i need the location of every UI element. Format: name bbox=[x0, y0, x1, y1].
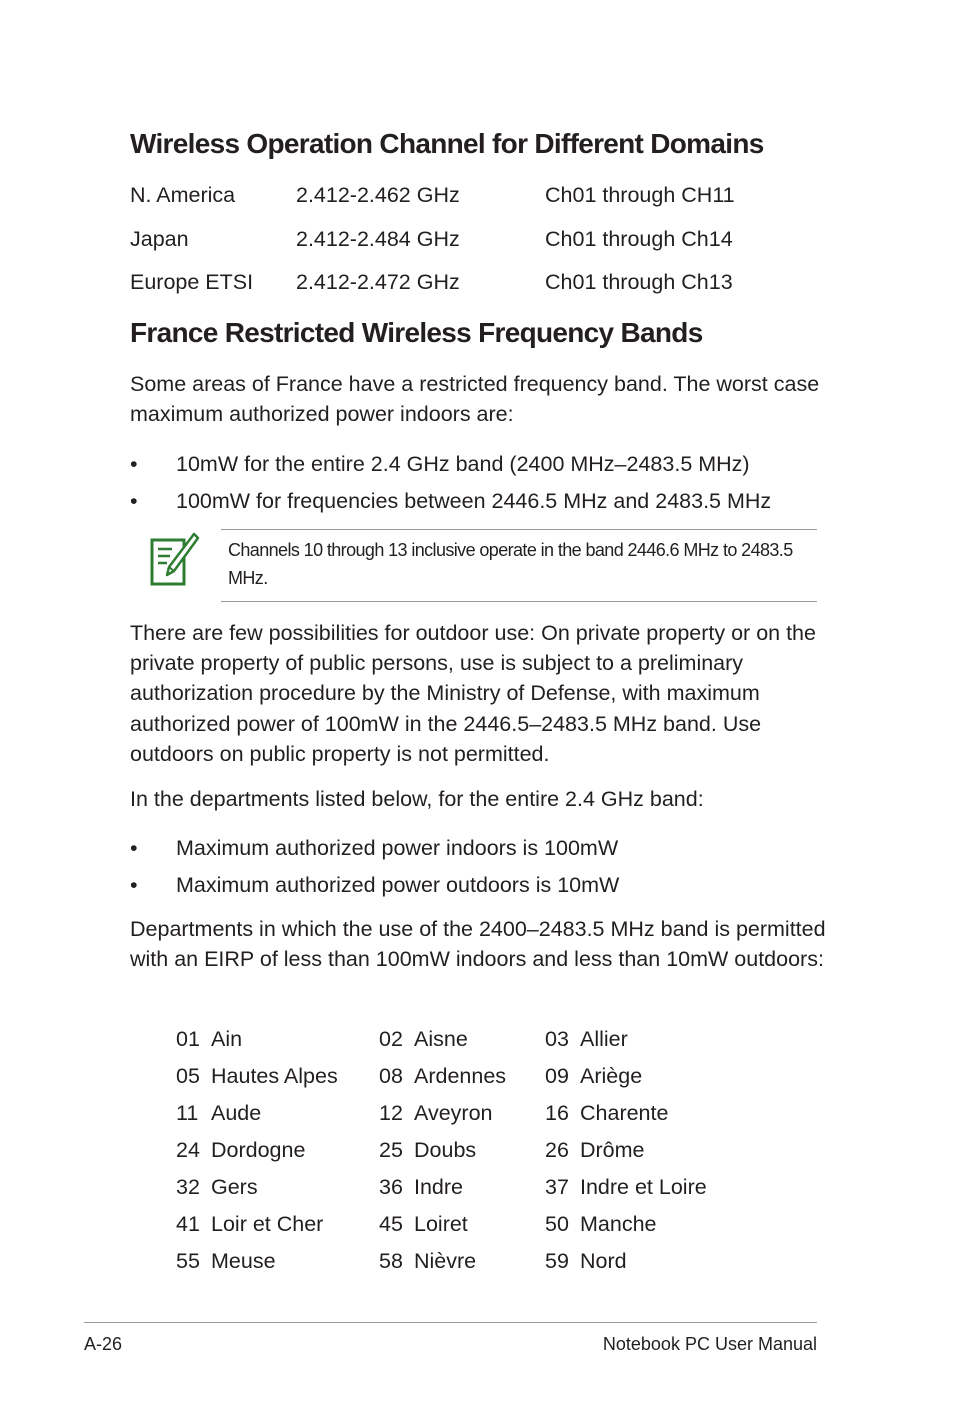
department-name: Loiret bbox=[414, 1212, 468, 1236]
channels-cell: Ch01 through CH11 bbox=[545, 183, 735, 207]
department-number: 36 bbox=[379, 1175, 403, 1199]
department-name: Gers bbox=[211, 1175, 258, 1199]
note-top-rule bbox=[221, 529, 817, 530]
department-number: 09 bbox=[545, 1064, 569, 1088]
department-number: 55 bbox=[176, 1249, 200, 1273]
bullet-marker: • bbox=[130, 489, 138, 513]
domain-cell: Europe ETSI bbox=[130, 270, 254, 294]
department-number: 12 bbox=[379, 1101, 403, 1125]
department-name: Drôme bbox=[580, 1138, 645, 1162]
department-number: 16 bbox=[545, 1101, 569, 1125]
note-pencil-icon bbox=[148, 531, 200, 587]
department-name: Ardennes bbox=[414, 1064, 507, 1088]
channels-cell: Ch01 through Ch13 bbox=[545, 270, 733, 294]
department-name: Manche bbox=[580, 1212, 657, 1236]
domain-cell: Japan bbox=[130, 227, 189, 251]
department-number: 24 bbox=[176, 1138, 200, 1162]
department-name: Nord bbox=[580, 1249, 627, 1273]
bullet-text: 100mW for frequencies between 2446.5 MHz and 2483.5 MHz bbox=[176, 489, 772, 513]
department-number: 08 bbox=[379, 1064, 403, 1088]
bullet-marker: • bbox=[130, 836, 138, 860]
department-number: 01 bbox=[176, 1027, 200, 1051]
department-number: 45 bbox=[379, 1212, 403, 1236]
bullet-marker: • bbox=[130, 452, 138, 476]
department-number: 03 bbox=[545, 1027, 569, 1051]
outdoor-use-paragraph: There are few possibilities for outdoor use: On private property or on the private property of public persons, use is subject to a preliminary authorization procedure by the Ministry of Defense, with maximum authorized power of 100mW in the 2446.5–2483.5 MHz band. Use outdoors on public property is not permitted. bbox=[130, 621, 816, 766]
channels-cell: Ch01 through Ch14 bbox=[545, 227, 733, 251]
department-number: 41 bbox=[176, 1212, 200, 1236]
intro-paragraph: Some areas of France have a restricted frequency band. The worst case maximum authorized power indoors are: bbox=[130, 372, 820, 427]
department-number: 58 bbox=[379, 1249, 403, 1273]
eirp-paragraph: Departments in which the use of the 2400–2483.5 MHz band is permitted with an EIRP of less than 100mW indoors and less than 10mW outdoors: bbox=[130, 917, 826, 972]
bullet-text: Maximum authorized power outdoors is 10mW bbox=[176, 873, 620, 897]
bullet-text: Maximum authorized power indoors is 100mW bbox=[176, 836, 619, 860]
department-number: 32 bbox=[176, 1175, 200, 1199]
page-number: A-26 bbox=[84, 1334, 123, 1354]
note-text: Channels 10 through 13 inclusive operate in the band 2446.6 MHz to 2483.5 MHz. bbox=[228, 540, 793, 588]
footer-rule bbox=[84, 1322, 817, 1323]
department-name: Hautes Alpes bbox=[211, 1064, 338, 1088]
department-number: 02 bbox=[379, 1027, 403, 1051]
department-name: Loir et Cher bbox=[211, 1212, 324, 1236]
department-number: 11 bbox=[176, 1101, 199, 1125]
department-name: Ariège bbox=[580, 1064, 643, 1088]
department-name: Ain bbox=[211, 1027, 243, 1051]
department-name: Indre et Loire bbox=[580, 1175, 707, 1199]
note-bottom-rule bbox=[221, 601, 817, 602]
department-number: 05 bbox=[176, 1064, 200, 1088]
department-number: 25 bbox=[379, 1138, 403, 1162]
department-number: 50 bbox=[545, 1212, 569, 1236]
department-name: Indre bbox=[414, 1175, 464, 1199]
department-name: Doubs bbox=[414, 1138, 477, 1162]
department-number: 37 bbox=[545, 1175, 569, 1199]
department-name: Nièvre bbox=[414, 1249, 477, 1273]
department-name: Allier bbox=[580, 1027, 628, 1051]
manual-title: Notebook PC User Manual bbox=[602, 1334, 817, 1354]
channel-domains-heading: Wireless Operation Channel for Different Domains bbox=[130, 128, 764, 159]
frequency-cell: 2.412-2.462 GHz bbox=[296, 183, 460, 207]
department-name: Charente bbox=[580, 1101, 669, 1125]
department-name: Aude bbox=[211, 1101, 262, 1125]
domain-cell: N. America bbox=[130, 183, 236, 207]
bullet-text: 10mW for the entire 2.4 GHz band (2400 MHz–2483.5 MHz) bbox=[176, 452, 750, 476]
bullet-marker: • bbox=[130, 873, 138, 897]
department-name: Aisne bbox=[414, 1027, 468, 1051]
department-name: Dordogne bbox=[211, 1138, 306, 1162]
department-number: 26 bbox=[545, 1138, 569, 1162]
department-number: 59 bbox=[545, 1249, 569, 1273]
department-name: Aveyron bbox=[414, 1101, 493, 1125]
frequency-cell: 2.412-2.484 GHz bbox=[296, 227, 460, 251]
department-name: Meuse bbox=[211, 1249, 276, 1273]
frequency-cell: 2.412-2.472 GHz bbox=[296, 270, 460, 294]
departments-intro-paragraph: In the departments listed below, for the entire 2.4 GHz band: bbox=[130, 787, 704, 811]
france-bands-heading: France Restricted Wireless Frequency Bands bbox=[130, 317, 703, 348]
